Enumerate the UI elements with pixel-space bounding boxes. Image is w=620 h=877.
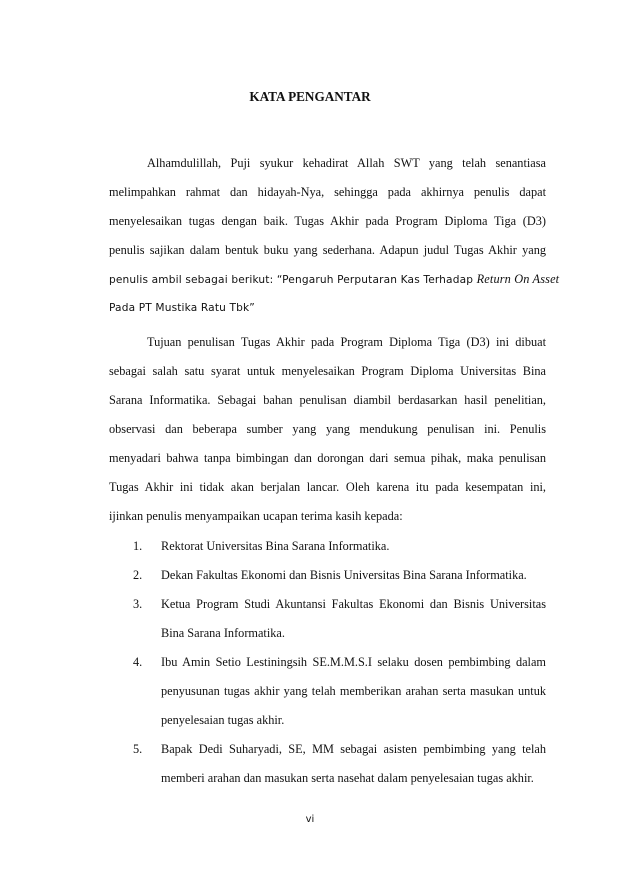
list-item-text: memberi arahan dan masukan serta nasehat dalam penyelesaian tugas akhir.: [161, 771, 534, 785]
list-item: [109, 740, 546, 798]
paragraph-line: penulis sajikan dalam bentuk buku yang sederhana. Adapun judul Tugas Akhir yang: [109, 243, 546, 257]
list-number: 1.: [133, 539, 143, 553]
paragraph-line: ijinkan penulis menyampaikan ucapan terima kasih kepada:: [109, 509, 403, 523]
paragraph-line: Alhamdulillah, Puji syukur kehadirat Allah SWT yang telah senantiasa: [147, 156, 546, 170]
paragraph-line: menyadari bahwa tanpa bimbingan dan dorongan dari semua pihak, maka penulisan: [109, 451, 546, 465]
list-item-text: penyelesaian tugas akhir.: [161, 713, 285, 727]
paragraph-purpose: [109, 333, 546, 536]
list-item-text: Ketua Program Studi Akuntansi Fakultas Ekonomi dan Bisnis Universitas: [161, 597, 546, 611]
list-number: 5.: [133, 742, 143, 756]
list-number: 4.: [133, 655, 143, 669]
list-item: [109, 653, 546, 740]
list-item-text: Rektorat Universitas Bina Sarana Informatika.: [161, 539, 390, 553]
list-item-text: Bapak Dedi Suharyadi, SE, MM sebagai asisten pembimbing yang telah: [161, 742, 546, 756]
list-item-text: Bina Sarana Informatika.: [161, 626, 285, 640]
list-item: [109, 537, 546, 566]
page-title: KATA PENGANTAR: [249, 89, 371, 104]
list-item: [109, 566, 546, 595]
paragraph-line: melimpahkan rahmat dan hidayah-Nya, sehingga pada akhirnya penulis dapat: [109, 185, 546, 199]
italic-term: Return On Asset: [476, 272, 560, 286]
paragraph-line: [109, 270, 560, 299]
paragraph-line: menyelesaikan tugas dengan baik. Tugas Akhir pada Program Diploma Tiga (D3): [109, 214, 546, 228]
acknowledgement-list: [109, 537, 546, 798]
list-item-text: penyusunan tugas akhir yang telah memberikan arahan serta masukan untuk: [161, 684, 546, 698]
list-item: [109, 595, 546, 653]
paragraph-intro: [109, 154, 560, 328]
page-number: vi: [305, 814, 315, 825]
paragraph-line: sebagai salah satu syarat untuk menyelesaikan Program Diploma Universitas Bina: [109, 364, 546, 378]
list-number: 3.: [133, 597, 143, 611]
list-item-text: Dekan Fakultas Ekonomi dan Bisnis Universitas Bina Sarana Informatika.: [161, 568, 527, 582]
list-number: 2.: [133, 568, 143, 582]
paragraph-line: Sarana Informatika. Sebagai bahan penulisan diambil berdasarkan hasil penelitian,: [109, 393, 546, 407]
paragraph-line: Pada PT Mustika Ratu Tbk”: [109, 302, 255, 314]
paragraph-line: observasi dan beberapa sumber yang yang mendukung penulisan ini. Penulis: [109, 422, 546, 436]
paragraph-line: Tugas Akhir ini tidak akan berjalan lancar. Oleh karena itu pada kesempatan ini,: [109, 480, 546, 494]
paragraph-text: penulis ambil sebagai berikut: “Pengaruh Perputaran Kas Terhadap: [109, 274, 477, 286]
list-item-text: Ibu Amin Setio Lestiningsih SE.M.M.S.I selaku dosen pembimbing dalam: [161, 655, 546, 669]
paragraph-line: Tujuan penulisan Tugas Akhir pada Program Diploma Tiga (D3) ini dibuat: [147, 335, 546, 349]
